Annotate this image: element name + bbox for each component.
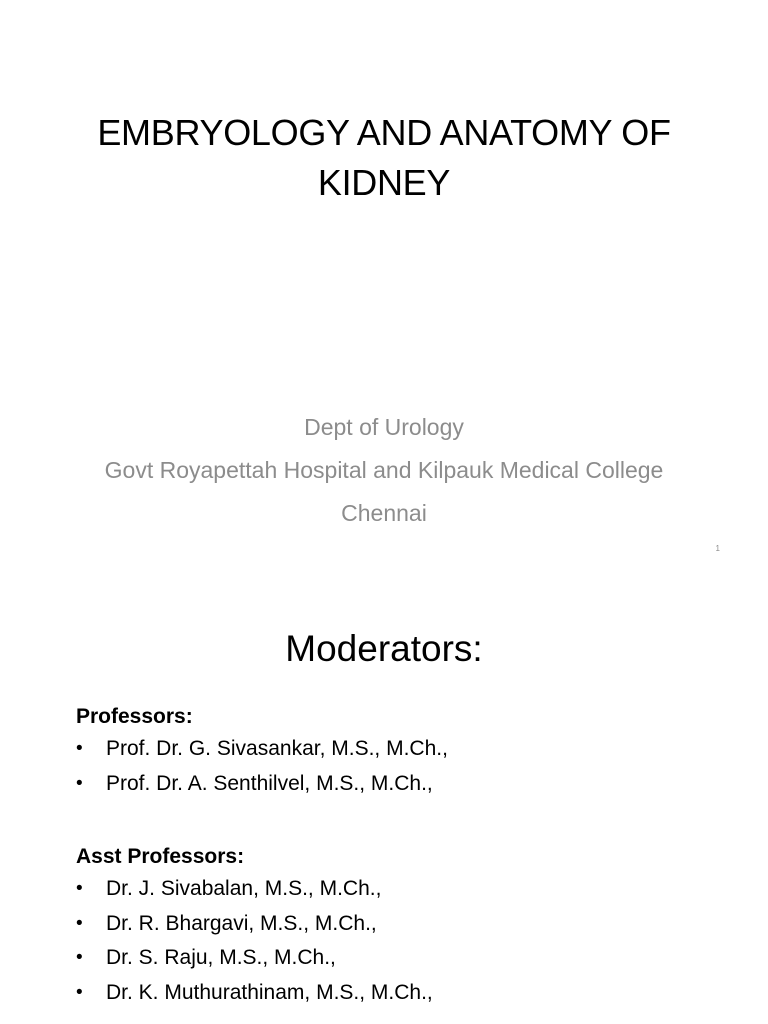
list-item-text: Dr. K. Muthurathinam, M.S., M.Ch.,	[106, 980, 433, 1004]
professors-label: Professors:	[76, 705, 193, 728]
list-item	[76, 872, 736, 907]
moderators-heading: Moderators:	[285, 628, 483, 669]
professors-list	[76, 732, 736, 801]
bullet-icon: •	[76, 981, 83, 1003]
asst-professors-section	[76, 842, 736, 1010]
list-item-text: Prof. Dr. A. Senthilvel, M.S., M.Ch.,	[106, 771, 433, 795]
list-item	[76, 941, 736, 976]
presentation-subtitle	[0, 406, 768, 535]
list-item-text: Prof. Dr. G. Sivasankar, M.S., M.Ch.,	[106, 737, 448, 760]
slide-moderators	[0, 576, 768, 1024]
list-item-text: Dr. R. Bhargavi, M.S., M.Ch.,	[106, 911, 377, 935]
department-text: Dept of Urology	[304, 414, 464, 440]
slide-number: 1	[715, 544, 720, 553]
institution-text: Govt Royapettah Hospital and Kilpauk Medical College	[104, 457, 664, 483]
list-item	[76, 767, 736, 802]
title-line-2: KIDNEY	[317, 162, 451, 203]
presentation-title	[0, 108, 768, 208]
list-item	[76, 907, 736, 942]
bullet-icon: •	[76, 772, 83, 794]
list-item	[76, 732, 736, 767]
list-item	[76, 976, 736, 1011]
asst-professors-label: Asst Professors:	[76, 845, 245, 868]
city-text: Chennai	[341, 500, 427, 526]
bullet-icon: •	[76, 738, 83, 759]
bullet-icon: •	[76, 947, 83, 968]
title-line-1: EMBRYOLOGY AND ANATOMY OF	[97, 112, 671, 153]
bullet-icon: •	[76, 878, 83, 899]
professors-section	[76, 702, 736, 801]
asst-professors-list	[76, 872, 736, 1010]
list-item-text: Dr. J. Sivabalan, M.S., M.Ch.,	[106, 877, 382, 900]
bullet-icon: •	[76, 912, 83, 934]
list-item-text: Dr. S. Raju, M.S., M.Ch.,	[106, 946, 336, 969]
